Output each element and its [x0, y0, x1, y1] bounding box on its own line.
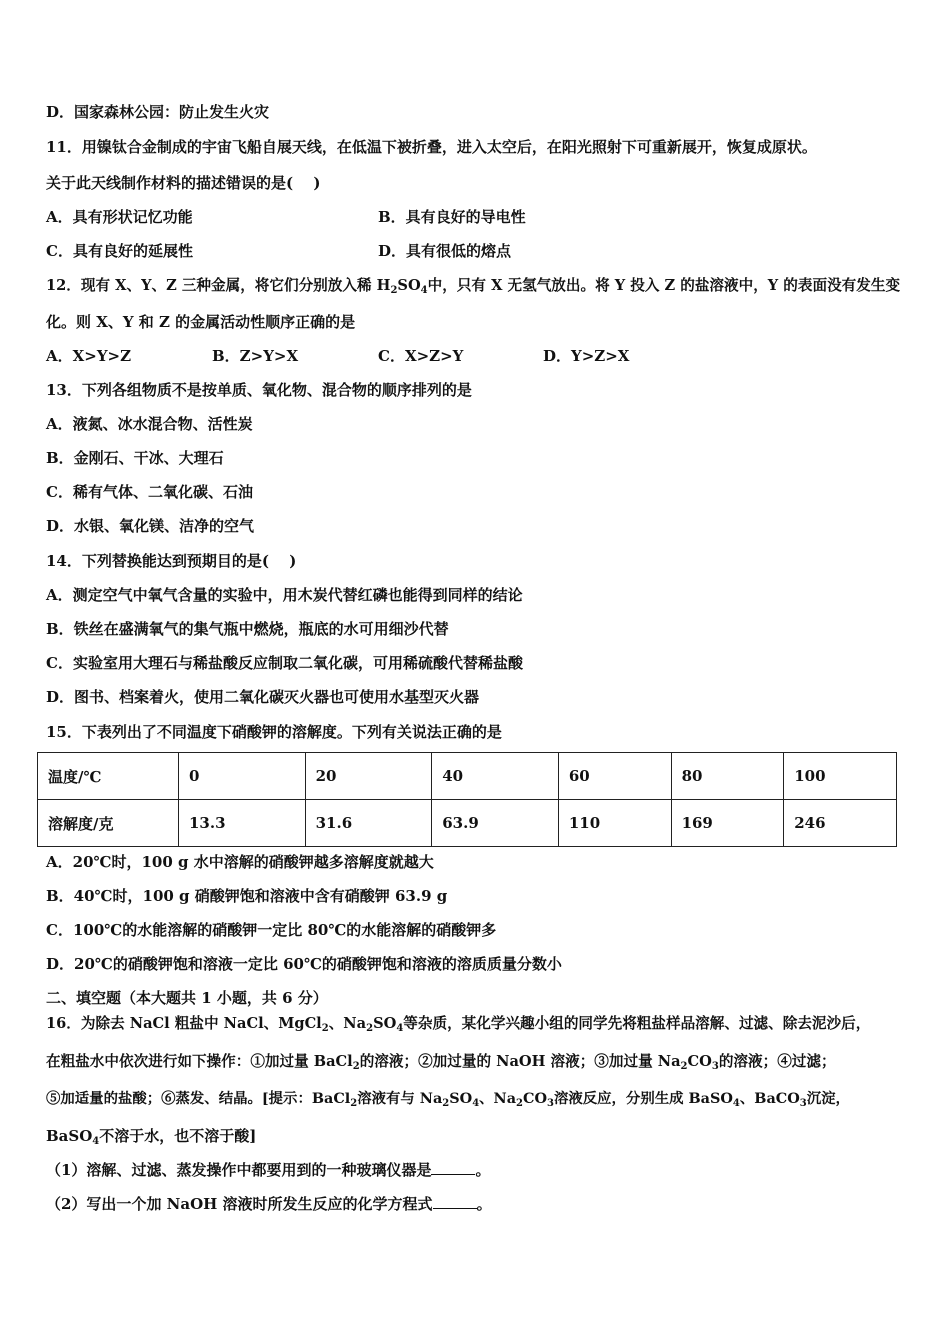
q16-stem-line1: 16．为除去 NaCl 粗盐中 NaCl、MgCl$_2$、$Na_2SO_4$等杂质，某化学兴趣小组的同学先将粗盐样品溶解、过滤、除去泥沙后，	[46, 1015, 871, 1034]
q15-option-c: C．100℃的水能溶解的硝酸钾一定比 80℃的水能溶解的硝酸钾多	[46, 921, 497, 939]
q16-subquestion-2: （2）写出一个加 NaOH 溶液时所发生反应的化学方程式 。	[46, 1195, 492, 1213]
q16-stem-line2: 在粗盐水中依次进行如下操作：①加过量 BaCl$_2$的溶液；②加过量的 NaOH 溶液；③加过量 $Na_2CO_3$的溶液；④过滤；	[46, 1053, 836, 1072]
table-cell: 温度/℃	[38, 753, 179, 800]
q13-option-c: C．稀有气体、二氧化碳、石油	[46, 483, 253, 501]
table-cell: 40	[432, 753, 559, 800]
q12-option-b: B．Z>Y>X	[212, 347, 299, 365]
table-cell: 246	[784, 800, 897, 847]
q16-stem-line4: BaSO$_4$不溶于水，也不溶于酸]	[46, 1127, 257, 1147]
table-cell: 110	[558, 800, 671, 847]
q12-stem-line2: 化。则 X、Y 和 Z 的金属活动性顺序正确的是	[46, 313, 356, 331]
q15-option-a: A．20℃时，100 g 水中溶解的硝酸钾越多溶解度就越大	[46, 853, 434, 871]
table-cell: 80	[671, 753, 784, 800]
solubility-table	[37, 752, 897, 847]
q15-option-b: B．40℃时，100 g 硝酸钾饱和溶液中含有硝酸钾 63.9 g	[46, 887, 448, 905]
table-cell: 31.6	[305, 800, 432, 847]
q12-option-a: A．X>Y>Z	[46, 347, 132, 365]
q11-option-b: B．具有良好的导电性	[378, 208, 526, 226]
q14-option-d: D．图书、档案着火，使用二氧化碳灭火器也可使用水基型灭火器	[46, 688, 480, 706]
table-cell: 溶解度/克	[38, 800, 179, 847]
q14-option-c: C．实验室用大理石与稀盐酸反应制取二氧化碳，可用稀硫酸代替稀盐酸	[46, 654, 523, 672]
answer-blank[interactable]	[433, 1194, 477, 1209]
q13-stem: 13．下列各组物质不是按单质、氧化物、混合物的顺序排列的是	[46, 381, 472, 399]
table-cell: 0	[179, 753, 306, 800]
table-row	[38, 800, 897, 847]
table-row	[38, 753, 897, 800]
q14-option-a: A．测定空气中氧气含量的实验中，用木炭代替红磷也能得到同样的结论	[46, 586, 523, 604]
q16-stem-line3: ⑤加适量的盐酸；⑥蒸发、结晶。[提示：BaCl$_2$溶液有与 $Na_2SO_4$、$Na_2CO_3$溶液反应，分别生成 BaSO$_4$、BaCO$_3$沉淀，	[46, 1090, 850, 1109]
table-cell: 63.9	[432, 800, 559, 847]
q13-option-d: D．水银、氧化镁、洁净的空气	[46, 517, 255, 535]
table-cell: 169	[671, 800, 784, 847]
q12-option-d: D．Y>Z>X	[543, 347, 630, 365]
q10-option-d: D．国家森林公园：防止发生火灾	[46, 103, 270, 121]
q13-option-b: B．金刚石、干冰、大理石	[46, 449, 224, 467]
q11-option-a: A．具有形状记忆功能	[46, 208, 193, 226]
q12-stem-line1: 12．现有 X、Y、Z 三种金属，将它们分别放入稀 $H_2SO_4$中，只有 X 无氢气放出。将 Y 投入 Z 的盐溶液中，Y 的表面没有发生变	[46, 277, 901, 296]
table-cell: 20	[305, 753, 432, 800]
q12-option-c: C．X>Z>Y	[378, 347, 464, 365]
q11-stem-line2: 关于此天线制作材料的描述错误的是( )	[46, 174, 321, 192]
q14-option-b: B．铁丝在盛满氧气的集气瓶中燃烧，瓶底的水可用细沙代替	[46, 620, 449, 638]
table-cell: 60	[558, 753, 671, 800]
table-cell: 13.3	[179, 800, 306, 847]
q11-stem-line1: 11．用镍钛合金制成的宇宙飞船自展天线，在低温下被折叠，进入太空后，在阳光照射下可重新展开，恢复成原状。	[46, 138, 817, 156]
q13-option-a: A．液氮、冰水混合物、活性炭	[46, 415, 253, 433]
q14-stem: 14．下列替换能达到预期目的是( )	[46, 552, 297, 570]
answer-blank[interactable]	[431, 1160, 475, 1175]
q11-option-c: C．具有良好的延展性	[46, 242, 193, 260]
q11-option-d: D．具有很低的熔点	[378, 242, 512, 260]
table-cell: 100	[784, 753, 897, 800]
q16-subquestion-1: （1）溶解、过滤、蒸发操作中都要用到的一种玻璃仪器是 。	[46, 1161, 491, 1179]
q15-option-d: D．20℃的硝酸钾饱和溶液一定比 60℃的硝酸钾饱和溶液的溶质质量分数小	[46, 955, 562, 973]
section-title: 二、填空题（本大题共 1 小题，共 6 分）	[46, 989, 328, 1007]
q15-stem: 15．下表列出了不同温度下硝酸钾的溶解度。下列有关说法正确的是	[46, 723, 502, 741]
